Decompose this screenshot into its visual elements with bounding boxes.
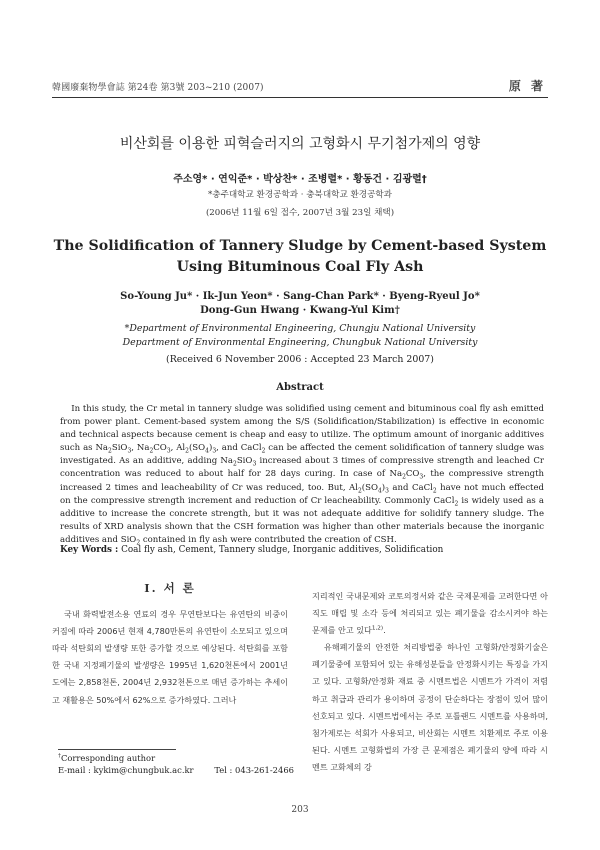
english-title-line1: The Solidification of Tannery Sludge by Cement-based System — [53, 238, 547, 254]
english-affiliation — [52, 322, 548, 350]
author-phone: Tel : 043-261-2466 — [214, 765, 294, 775]
footnote-mark: † — [58, 753, 61, 760]
english-dates: (Received 6 November 2006 : Accepted 23 March 2007) — [166, 354, 434, 365]
english-authors-line2: Dong-Gun Hwang · Kwang-Yul Kim† — [200, 305, 400, 316]
article-type-label: 原 著 — [508, 79, 546, 93]
intro-paragraph-continued: 지리적인 국내문제와 코토의정서와 같은 국제문제를 고려한다면 아직도 매립 및 소각 등에 처리되고 있는 폐기물을 감소시켜야 하는 문제를 안고 있다$^{1,2)}$. — [312, 591, 548, 636]
english-title — [52, 236, 548, 278]
journal-citation: 韓國廢棄物學會誌 第24卷 第3號 203~210 (2007) — [52, 83, 264, 93]
intro-paragraph-2: 유해폐기물의 안전한 처리방법중 하나인 고형화/안정화기술은 폐기물중에 포함되어 있는 유해성분들을 안정화시키는 특징을 가지고 있다. 고형화/안정화 재료 중 시멘트법은 시멘트가 가격이 저렴하고 취급과 관리가 용이하며 공정이 단순하다는 장점이 있어 많이 선호되고 있다. 시멘트법에서는 주로 포틀랜드 시멘트를 사용하며, 첨가제로는 석회가 사용되고, 비산회는 시멘트 치환제로 주로 이용된다. 시멘트 고형화법의 가장 큰 문제점은 폐기물의 양에 따라 시멘트 고화체의 강 — [312, 642, 548, 772]
english-title-line2: Using Bituminous Coal Fly Ash — [176, 259, 424, 275]
korean-affiliation: *충주대학교 환경공학과 · 충북대학교 환경공학과 — [208, 190, 392, 200]
citation-ref: 1,2) — [371, 625, 384, 632]
abstract-paragraph: In this study, the Cr metal in tannery sludge was solidified using cement and bituminous coal fly ash emitted from power plant. Cement-based system among the S/S (Solidification/Stabilization) is effective in economic and technical aspects because cement is cheap and easy to utilize. The optimum amount of inorganic additives such as $Na_2SiO_3$, $Na_2CO_3$, $Al_2(SO_4)_3$, and CaCl$_2$ can be affected the cement solidification of tannery sludge was investigated. As an additive, adding $Na_2SiO_3$ increased about 3 times of compressive strength and leached Cr concentration was reduced to about half for 28 days curing. In case of $Na_2CO_3$, the compressive strength increased 2 times and leacheability of Cr was reduced, too. But, $Al_2(SO_4)_3$ and CaCl$_2$ have not much effected on the compressive strength increment and reduction of Cr leacheability. Commonly CaCl$_2$ is widely used as a additive to increase the concrete strength, but it was not adequate additive for solidify tannery sludge. The results of XRD analysis shown that the CSH formation was higher than other materials because the inorganic additives and SiO$_2$ contained in fly ash were contributed the creation of CSH. — [60, 404, 545, 547]
keywords-line — [60, 545, 544, 555]
running-header — [52, 77, 548, 93]
intro-paragraph-1: 국내 화력발전소용 연료의 경우 무연탄보다는 유연탄의 비중이 커짐에 따라 2006년 현재 4,780만톤의 유연탄이 소모되고 있으며 따라 석탄회의 발생량 또한 증가할 것으로 예상된다. 석탄회를 포함한 국내 지정폐기물의 발생량은 1995년 1,620천톤에서 2001년도에는 2,858천톤, 2004년 2,932천톤으로 매년 증가하는 추세이고 재활용은 50%에서 62%으로 증가하였다. 그러나 — [52, 609, 288, 705]
footnote-rule — [58, 749, 176, 750]
keywords-text: Coal fly ash, Cement, Tannery sludge, Inorganic additives, Solidification — [121, 545, 444, 555]
english-affil-line2: Department of Environmental Engineering, Chungbuk National University — [122, 337, 478, 348]
abstract-heading: Abstract — [276, 382, 324, 393]
keywords-label: Key Words : — [60, 545, 119, 555]
corresponding-author-footnote — [58, 752, 294, 776]
corresponding-author-label: Corresponding author — [60, 753, 156, 763]
body-column-right — [312, 588, 548, 776]
english-affil-line1: *Department of Environmental Engineering, Chungju National University — [124, 323, 476, 334]
korean-title: 비산회를 이용한 피혁슬러지의 고형화시 무기첨가제의 영향 — [119, 136, 481, 152]
header-rule — [52, 97, 548, 98]
page-number: 203 — [291, 805, 309, 815]
section-heading-introduction: I. 서 론 — [144, 581, 196, 595]
english-authors-line1: So-Young Ju* · Ik-Jun Yeon* · Sang-Chan Park* · Byeng-Ryeul Jo* — [120, 291, 480, 302]
korean-authors: 주소영* · 연익준* · 박상찬* · 조병렬* · 황동건 · 김광렬† — [173, 174, 427, 185]
abstract-body — [60, 403, 544, 547]
author-email: E-mail : kykim@chungbuk.ac.kr — [58, 765, 194, 775]
body-column-left — [52, 580, 288, 709]
english-authors — [52, 290, 548, 318]
korean-dates: (2006년 11월 6일 접수, 2007년 3월 23일 채택) — [205, 208, 395, 218]
